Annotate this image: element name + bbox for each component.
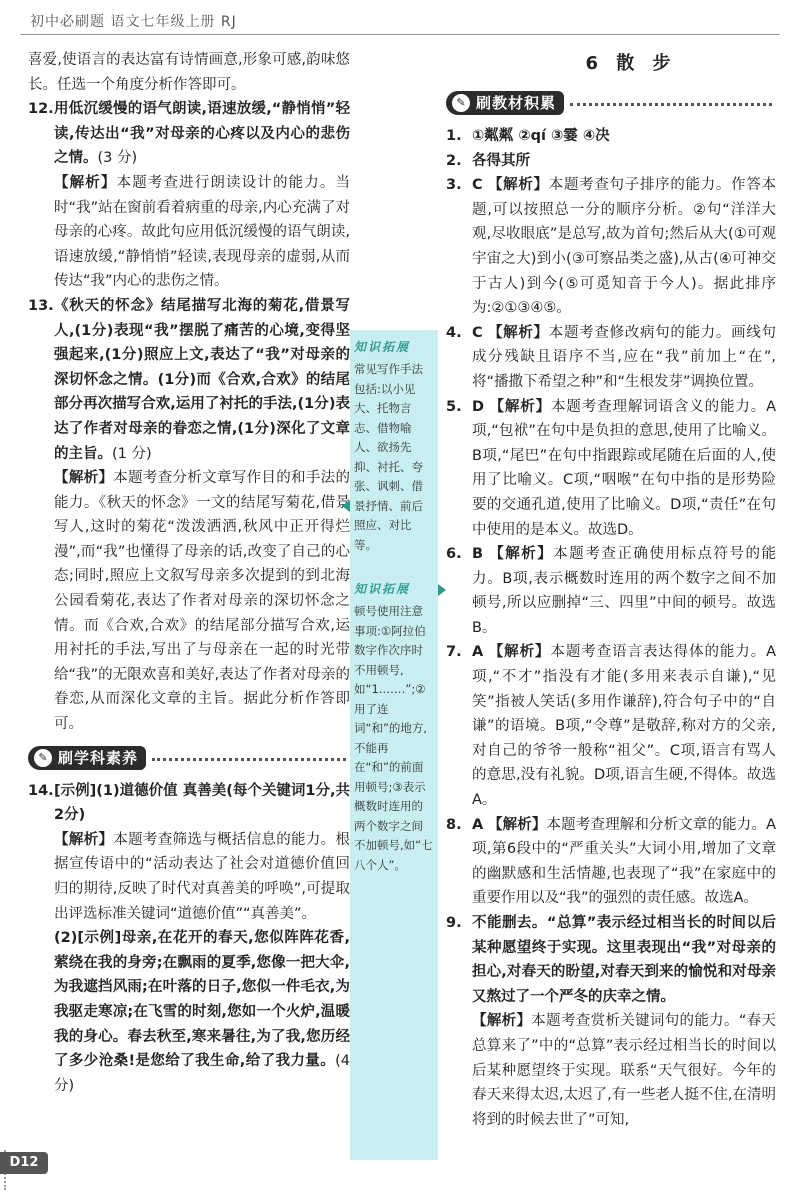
analysis-text: 本题考查语言表达得体的能力。A项,“不才”指没有才能(多用来表示自谦),“见笑”指被人笑话(多用作谦辞),符合句子中的“自谦”的语境。B项,“令尊”是敬辞,称对方的父亲,对自己的爷爷一般称“祖父”。C项,语言有骂人的意思,没有礼貌。D项,语言生硬,不得体。故选A。: [472, 644, 777, 809]
analysis-text: 本题考查修改病句的能力。画线句成分残缺且语序不当,应在“我”前加上“在”,将“播撒下希望之种”和“生根发芽”调换位置。: [472, 324, 777, 390]
right-column: [446, 48, 776, 1132]
question-number: 12.: [28, 101, 54, 118]
answer-text: [示例](1)道德价值 真善美(每个关键词1分,共2分): [54, 782, 350, 824]
question-3: [446, 173, 776, 321]
question-number: 3.: [446, 177, 462, 194]
question-14: [28, 779, 350, 1099]
answer-text: 各得其所: [472, 152, 530, 169]
analysis-tag: 【解析】: [487, 324, 549, 341]
arrow-left-icon: [342, 500, 350, 512]
banner-badge: [446, 91, 564, 115]
question-9: [446, 911, 776, 1132]
banner-badge: [28, 746, 146, 770]
analysis-tag: 【解析】: [54, 174, 117, 191]
knowledge-sidebar: [350, 330, 438, 1160]
analysis-tag: 【解析】: [487, 177, 549, 194]
analysis-text: 本题考查理解和分析文章的能力。A项,第6段中的“严重关头”大词小用,增加了文章的幽默感和生活情趣,也表现了“我”在家庭中的重要作用以及“我”的强烈的责任感。故选A。: [472, 816, 776, 907]
answer-text: D: [472, 398, 485, 415]
analysis-text: 本题考查句子排序的能力。作答本题,可以按照总一分的顺序分析。②句“洋洋大观,尽收眼底”是总写,故为首句;然后从大(①可观宇宙之大)到小(③可察品类之盛),从古(④可神交于古人)到今(⑤可觅知音于今人)。据此排序为:②①③④⑤。: [472, 177, 777, 317]
arrow-right-icon: [438, 584, 446, 596]
question-1: [446, 124, 776, 149]
analysis-text: 本题考查赏析关键词句的能力。“春天总算来了”中的“总算”表示经过相当长的时间以后某种愿望终于实现。联系“天气很好。今年的春天来得太迟,太迟了,有一些老人挺不住,在清明将到的时候去世了”可知,: [472, 1013, 776, 1128]
analysis-text: 本题考查分析文章写作目的和手法的能力。《秋天的怀念》一文的结尾写菊花,借景写人,这时的菊花“泼泼洒洒,秋风中正开得烂漫”,而“我”也懂得了母亲的话,改变了自己的心态;同时,照应上文叙写母亲多次提到的到北海公园看菊花,表达了作者对母亲的深切怀念之情。而《合欢,合欢》的结尾部分描写合欢,运用衬托的手法,写出了与母亲在一起的时光带给“我”的无限欢喜和美好,表达了作者对母亲的眷恋,从而深化文章的主旨。据此分析作答即可。: [54, 470, 351, 733]
knowledge-box-punctuation: [354, 580, 434, 875]
knowledge-box-writing: [354, 338, 434, 555]
question-number: 9.: [446, 915, 462, 931]
section-banner-textbook: [446, 90, 776, 118]
banner-label: 刷教材积累: [476, 94, 557, 112]
question-number: 7.: [446, 644, 462, 661]
analysis-text: 本题考查理解词语含义的能力。A项,“包袱”在句中是负担的意思,使用了比喻义。B项,“尾巴”在句中指跟踪或尾随在后面的人,使用了比喻义。C项,“咽喉”在句中指的是形势险要的交通孔道,使用了比喻义。D项,“责任”在句中使用的是本义。故选D。: [472, 398, 777, 538]
question-4: [446, 321, 776, 395]
answer-text: B: [472, 546, 484, 563]
brush-icon: ✎: [452, 94, 470, 112]
knowledge-box-text: 顿号使用注意事项:①阿拉伯数字作次序时不用顿号,如“1.……”;②用了连词“和”的地方,不能再在“和”的前面用顿号;③表示概数时连用的两个数字之间不加顿号,如“七八个人”。: [354, 604, 433, 872]
question-number: 8.: [446, 816, 462, 833]
left-column: [28, 48, 350, 1098]
banner-dotted-line: [152, 758, 346, 761]
answer-text: C: [472, 177, 483, 194]
answer-text: 不能删去。“总算”表示经过相当长的时间以后某种愿望终于实现。这里表现出“我”对母亲的担心,对春天的盼望,对春天到来的愉悦和对母亲又熬过了一个严冬的庆幸之情。: [472, 915, 776, 1005]
question-2: [446, 149, 776, 174]
question-6: [446, 542, 776, 640]
analysis-tag: 【解析】: [54, 831, 114, 848]
analysis-text: 本题考查进行朗读设计的能力。当时“我”站在窗前看着病重的母亲,内心充满了对母亲的心疼。故此句应用低沉缓慢的语气朗读,语速放缓,“静悄悄”轻读,表现母亲的虚弱,从而传达“我”内心的悲伤之情。: [54, 174, 351, 290]
section-title: 6 散 步: [585, 53, 677, 74]
answer-text: (2)[示例]母亲,在花开的春天,您似阵阵花香,萦绕在我的身旁;在飘雨的夏季,您像一把大伞,为我遮挡风雨;在叶落的日子,您似一件毛衣,为我驱走寒凉;在飞雪的时刻,您如一个火炉,温暖我的身心。春去秋至,寒来暑往,为了我,您历经了多少沧桑!是您给了我生命,给了我力量。: [54, 930, 350, 1070]
answer-text: 用低沉缓慢的语气朗读,语速放缓,“静悄悄”轻读,传达出“我”对母亲的心疼以及内心的悲伤之情。: [54, 101, 350, 167]
question-number: 13.: [28, 297, 54, 314]
question-number: 14.: [28, 782, 54, 799]
score: (4 分): [54, 1053, 350, 1094]
banner-dotted-line: [570, 103, 772, 106]
analysis-text: 本题考查正确使用标点符号的能力。B项,表示概数时连用的两个数字之间不加顿号,所以应删掉“三、四里”中间的顿号。故选B。: [472, 546, 777, 636]
answer-text: C: [472, 324, 483, 341]
analysis-tag: 【解析】: [54, 470, 114, 487]
header-divider: [20, 34, 780, 35]
analysis-tag: 【解析】: [488, 644, 551, 661]
page-header: [20, 4, 780, 38]
question-number: 4.: [446, 324, 462, 341]
score: (1 分): [112, 445, 152, 462]
section-banner-subject: [28, 745, 350, 773]
knowledge-box-title: 知识拓展: [354, 582, 411, 596]
question-5: [446, 395, 776, 543]
analysis-tag: 【解析】: [489, 546, 554, 563]
score: (3 分): [97, 150, 138, 167]
question-7: [446, 640, 776, 812]
question-number: 2.: [446, 152, 462, 169]
answer-text: A: [472, 644, 484, 661]
question-number: 6.: [446, 546, 462, 563]
analysis-tag: 【解析】: [472, 1013, 532, 1030]
page-number: D12: [0, 1152, 48, 1174]
analysis-tag: 【解析】: [487, 816, 547, 833]
answer-text: ①粼粼 ②qí ③霎 ④决: [472, 128, 610, 144]
question-number: 1.: [446, 128, 462, 144]
question-12: [28, 97, 350, 294]
knowledge-box-title: 知识拓展: [354, 340, 411, 354]
analysis-text: 本题考查筛选与概括信息的能力。根据宣传语中的“活动表达了社会对道德价值回归的期待,反映了时代对真善美的呼唤”,可提取出评选标准关键词“道德价值”“真善美”。: [54, 831, 351, 922]
answer-text: A: [472, 816, 484, 833]
intro-text: 喜爱,使语言的表达富有诗情画意,形象可感,韵味悠长。任选一个角度分析作答即可。: [28, 52, 350, 93]
question-8: [446, 813, 776, 911]
answer-text: 《秋天的怀念》结尾描写北海的菊花,借景写人,(1分)表现“我”摆脱了痛苦的心境,变得坚强起来,(1分)照应上文,表达了“我”对母亲的深切怀念之情。(1分)而《合欢,合欢》的结尾部分再次描写合欢,运用了衬托的手法,(1分)表达了作者对母亲的眷恋之情,(1分)深化了文章的主旨。: [54, 297, 350, 462]
header-title: 初中必刷题 语文七年级上册 RJ: [30, 14, 237, 30]
question-13: [28, 294, 350, 737]
question-number: 5.: [446, 398, 462, 415]
banner-label: 刷学科素养: [58, 748, 139, 767]
knowledge-box-text: 常见写作手法包括:以小见大、托物言志、借物喻人、欲扬先抑、衬托、夸张、讽刺、借景抒情、前后照应、对比等。: [354, 362, 423, 552]
brush-icon: ✎: [34, 749, 52, 767]
analysis-tag: 【解析】: [489, 398, 551, 415]
